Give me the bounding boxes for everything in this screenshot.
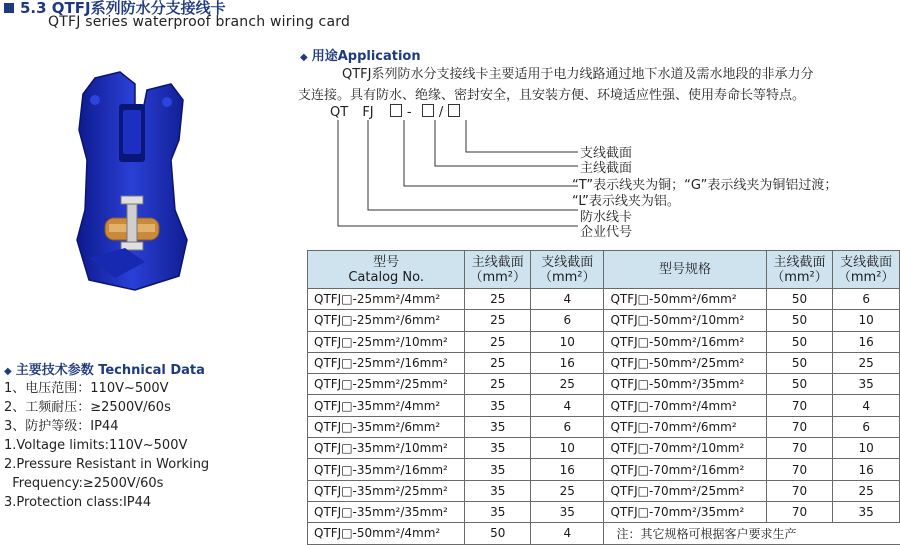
col-main-2: 主线截面 （mm²） [766, 251, 833, 289]
main-section-cell: 50 [766, 374, 833, 395]
main-section-cell: 35 [465, 416, 531, 437]
main-section-cell: 50 [766, 310, 833, 331]
tech-line: Frequency:≥2500V/60s [4, 476, 164, 491]
col-spec: 型号规格 [604, 251, 766, 289]
branch-section-cell: 10 [833, 310, 900, 331]
branch-section-cell: 6 [833, 289, 900, 310]
table-row [308, 331, 900, 352]
spec-table [307, 250, 900, 545]
model-cell: QTFJ□-35mm²/6mm² [308, 416, 465, 437]
model-cell: QTFJ□-25mm²/4mm² [308, 289, 465, 310]
branch-section-cell: 6 [531, 416, 604, 437]
model-cell: QTFJ□-50mm²/16mm² [604, 331, 766, 352]
model-cell: QTFJ□-35mm²/10mm² [308, 438, 465, 459]
main-section-cell: 70 [766, 480, 833, 501]
title-bullet [4, 3, 14, 13]
diamond-bullet-icon: ◆ [300, 52, 308, 63]
model-cell: QTFJ□-25mm²/25mm² [308, 374, 465, 395]
main-section-cell: 25 [465, 289, 531, 310]
product-photo [75, 70, 190, 292]
model-cell: QTFJ□-50mm²/35mm² [604, 374, 766, 395]
tech-list [4, 379, 209, 512]
model-cell: QTFJ□-25mm²/16mm² [308, 352, 465, 373]
tech-heading: ◆ 主要技术参数 Technical Data [4, 363, 205, 378]
main-section-cell: 50 [465, 523, 531, 544]
model-cell: QTFJ□-50mm²/6mm² [604, 289, 766, 310]
application-line-1: QTFJ系列防水分支接线卡主要适用于电力线路通过地下水道及需水地段的非承力分 [342, 67, 814, 82]
table-row [308, 438, 900, 459]
main-section-cell: 25 [465, 331, 531, 352]
main-section-cell: 50 [766, 289, 833, 310]
table-row [308, 374, 900, 395]
model-cell: QTFJ□-70mm²/6mm² [604, 416, 766, 437]
branch-section-cell: 6 [833, 416, 900, 437]
branch-section-cell: 4 [531, 289, 604, 310]
tech-line: 2.Pressure Resistant in Working [4, 457, 210, 472]
main-section-cell: 35 [465, 459, 531, 480]
col-catalog: 型号 Catalog No. [308, 251, 465, 289]
table-row [308, 310, 900, 331]
model-cell: QTFJ□-50mm²/10mm² [604, 310, 766, 331]
model-cell: QTFJ□-50mm²/25mm² [604, 352, 766, 373]
model-cell: QTFJ□-35mm²/16mm² [308, 459, 465, 480]
model-cell: QTFJ□-35mm²/35mm² [308, 501, 465, 522]
code-sep-slash: / [438, 105, 444, 120]
legend-material-t-g: “T”表示线夹为铜；“G”表示线夹为铜铝过渡； [572, 178, 838, 193]
branch-section-cell: 10 [833, 438, 900, 459]
page-subtitle: QTFJ series waterproof branch wiring card [48, 14, 351, 30]
main-section-cell: 50 [766, 352, 833, 373]
branch-section-cell: 25 [833, 352, 900, 373]
branch-section-cell: 10 [531, 438, 604, 459]
branch-section-cell: 4 [531, 523, 604, 544]
branch-section-cell: 10 [531, 331, 604, 352]
code-box-branch [448, 104, 460, 117]
legend-main: 主线截面 [580, 161, 633, 176]
code-leader-lines [330, 118, 590, 234]
tech-line: 2、工频耐压：≥2500V/60s [4, 400, 171, 415]
table-row [308, 459, 900, 480]
col-branch: 支线截面 （mm²） [531, 251, 604, 289]
branch-section-cell: 25 [833, 480, 900, 501]
branch-section-cell: 35 [531, 501, 604, 522]
main-section-cell: 35 [465, 480, 531, 501]
page-title: 5.3 QTFJ系列防水分支接线卡 [20, 0, 226, 17]
application-heading: ◆ 用途Application [300, 49, 421, 64]
main-section-cell: 35 [465, 438, 531, 459]
model-cell: QTFJ□-70mm²/25mm² [604, 480, 766, 501]
branch-section-cell: 35 [833, 501, 900, 522]
model-cell: QTFJ□-70mm²/16mm² [604, 459, 766, 480]
table-row [308, 289, 900, 310]
main-section-cell: 70 [766, 438, 833, 459]
tech-line: 3.Protection class:IP44 [4, 495, 152, 510]
model-cell: QTFJ□-70mm²/4mm² [604, 395, 766, 416]
legend-waterproof: 防水线卡 [580, 210, 633, 225]
branch-section-cell: 25 [531, 480, 604, 501]
table-row [308, 352, 900, 373]
model-cell: QTFJ□-70mm²/35mm² [604, 501, 766, 522]
tech-line: 1.Voltage limits:110V~500V [4, 438, 188, 453]
code-box-material [390, 104, 402, 117]
branch-section-cell: 4 [531, 395, 604, 416]
model-cell: QTFJ□-35mm²/4mm² [308, 395, 465, 416]
main-section-cell: 35 [465, 501, 531, 522]
table-header-row [308, 251, 900, 289]
diamond-bullet-icon: ◆ [4, 366, 12, 377]
code-box-main [422, 104, 434, 117]
application-line-2: 支连接。具有防水、绝缘、密封安全，且安装方便、环境适应性强、使用寿命长等特点。 [298, 88, 806, 103]
table-note: 注：其它规格可根据客户要求生产 [604, 523, 900, 544]
col-main: 主线截面 （mm²） [465, 251, 531, 289]
table-row [308, 480, 900, 501]
application-text [298, 64, 894, 106]
tech-line: 1、电压范围：110V~500V [4, 381, 169, 396]
model-cell: QTFJ□-70mm²/10mm² [604, 438, 766, 459]
main-section-cell: 35 [465, 395, 531, 416]
branch-section-cell: 6 [531, 310, 604, 331]
code-prefix-qt: QT [330, 105, 349, 120]
col-branch-2: 支线截面 （mm²） [833, 251, 900, 289]
table-row [308, 395, 900, 416]
legend-branch: 支线截面 [580, 146, 633, 161]
main-section-cell: 70 [766, 501, 833, 522]
branch-section-cell: 16 [833, 459, 900, 480]
branch-section-cell: 16 [833, 331, 900, 352]
branch-section-cell: 4 [833, 395, 900, 416]
code-sep-dash: - [406, 105, 412, 120]
main-section-cell: 50 [766, 331, 833, 352]
model-cell: QTFJ□-25mm²/10mm² [308, 331, 465, 352]
branch-section-cell: 35 [833, 374, 900, 395]
table-row [308, 501, 900, 522]
branch-section-cell: 16 [531, 459, 604, 480]
branch-section-cell: 25 [531, 374, 604, 395]
main-section-cell: 70 [766, 416, 833, 437]
legend-material-l: “L”表示线夹为铝。 [572, 194, 680, 209]
table-row [308, 523, 900, 544]
model-cell: QTFJ□-25mm²/6mm² [308, 310, 465, 331]
main-section-cell: 25 [465, 352, 531, 373]
code-prefix-fj: FJ [362, 105, 374, 120]
main-section-cell: 25 [465, 374, 531, 395]
model-cell: QTFJ□-50mm²/4mm² [308, 523, 465, 544]
main-section-cell: 70 [766, 459, 833, 480]
main-section-cell: 25 [465, 310, 531, 331]
branch-section-cell: 16 [531, 352, 604, 373]
model-cell: QTFJ□-35mm²/25mm² [308, 480, 465, 501]
table-row [308, 416, 900, 437]
main-section-cell: 70 [766, 395, 833, 416]
legend-enterprise: 企业代号 [580, 225, 633, 240]
tech-line: 3、防护等级：IP44 [4, 419, 119, 434]
